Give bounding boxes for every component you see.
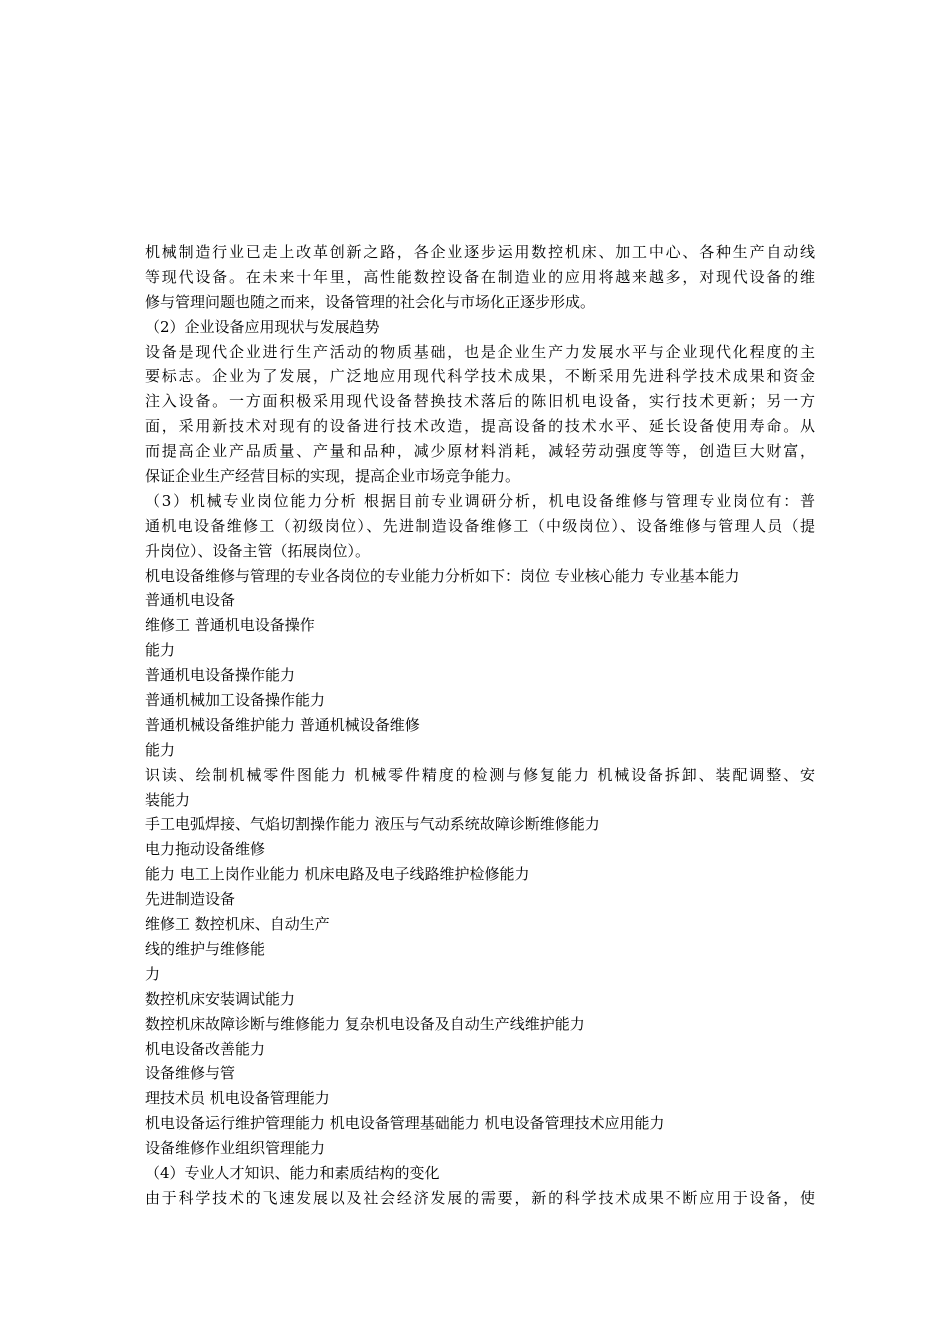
table-text-line: 能力 电工上岗作业能力 机床电路及电子线路维护检修能力 — [145, 865, 530, 884]
section-heading: （2）企业设备应用现状与发展趋势 — [145, 317, 380, 336]
table-text-line: 数控机床故障诊断与维修能力 复杂机电设备及自动生产线维护能力 — [145, 1014, 585, 1033]
paragraph-line: 设备是现代企业进行生产活动的物质基础，也是企业生产力发展水平与企业现代化程度的主 — [145, 342, 815, 361]
table-text-line: 机电设备运行维护管理能力 机电设备管理基础能力 机电设备管理技术应用能力 — [145, 1114, 665, 1133]
paragraph-line: 由于科学技术的飞速发展以及社会经济发展的需要，新的科学技术成果不断应用于设备，使 — [145, 1188, 815, 1207]
table-text-line: 设备维修与管 — [145, 1064, 236, 1083]
table-text-line: 数控机床安装调试能力 — [145, 989, 296, 1008]
table-text-line: 理技术员 机电设备管理能力 — [145, 1089, 330, 1108]
table-text-line: 装能力 — [145, 790, 191, 809]
paragraph-line: 机电设备维修与管理的专业各岗位的专业能力分析如下：岗位 专业核心能力 专业基本能力 — [145, 566, 740, 585]
table-text-line: 普通机电设备操作能力 — [145, 666, 296, 685]
section-heading: （4）专业人才知识、能力和素质结构的变化 — [145, 1163, 440, 1182]
table-text-line: 手工电弧焊接、气焰切割操作能力 液压与气动系统故障诊断维修能力 — [145, 815, 600, 834]
paragraph-line: 修与管理问题也随之而来，设备管理的社会化与市场化正逐步形成。 — [145, 292, 596, 311]
document-body — [145, 240, 815, 1211]
paragraph-line: 机械制造行业已走上改革创新之路，各企业逐步运用数控机床、加工中心、各种生产自动线 — [145, 243, 815, 261]
table-text-line: 机电设备改善能力 — [145, 1039, 266, 1058]
paragraph-line: 等现代设备。在未来十年里，高性能数控设备在制造业的应用将越来越多，对现代设备的维 — [145, 267, 815, 286]
table-text-line: 设备维修作业组织管理能力 — [145, 1139, 326, 1158]
paragraph-line: 通机电设备维修工（初级岗位）、先进制造设备维修工（中级岗位）、设备维修与管理人员（提 — [145, 516, 815, 535]
table-text-line: 能力 — [145, 641, 176, 660]
paragraph-line: 保证企业生产经营目标的实现，提高企业市场竞争能力。 — [145, 467, 521, 486]
table-text-line: 维修工 普通机电设备操作 — [145, 616, 315, 635]
paragraph-line: 而提高企业产品质量、产量和品种，减少原材料消耗，减轻劳动强度等等，创造巨大财富， — [145, 442, 815, 461]
table-text-line: 维修工 数控机床、自动生产 — [145, 915, 330, 934]
table-text-line: 电力拖动设备维修 — [145, 840, 266, 859]
table-text-line: 普通机械设备维护能力 普通机械设备维修 — [145, 715, 420, 734]
section-heading: （3）机械专业岗位能力分析 根据目前专业调研分析，机电设备维修与管理专业岗位有：普 — [145, 491, 815, 510]
table-text-line: 能力 — [145, 740, 176, 759]
table-text-line: 普通机电设备 — [145, 591, 236, 610]
table-text-line: 先进制造设备 — [145, 890, 236, 909]
table-text-line: 识读、绘制机械零件图能力 机械零件精度的检测与修复能力 机械设备拆卸、装配调整、安 — [145, 765, 815, 784]
paragraph-line: 升岗位）、设备主管（拓展岗位）。 — [145, 541, 371, 560]
table-text-line: 力 — [145, 964, 161, 983]
table-text-line: 普通机械加工设备操作能力 — [145, 691, 326, 710]
paragraph-line: 注入设备。一方面积极采用现代设备替换技术落后的陈旧机电设备，实行技术更新；另一方 — [145, 392, 815, 411]
table-text-line: 线的维护与维修能 — [145, 939, 266, 958]
paragraph-line: 面，采用新技术对现有的设备进行技术改造，提高设备的技术水平、延长设备使用寿命。从 — [145, 417, 815, 436]
paragraph-line: 要标志。企业为了发展，广泛地应用现代科学技术成果，不断采用先进科学技术成果和资金 — [145, 367, 815, 386]
